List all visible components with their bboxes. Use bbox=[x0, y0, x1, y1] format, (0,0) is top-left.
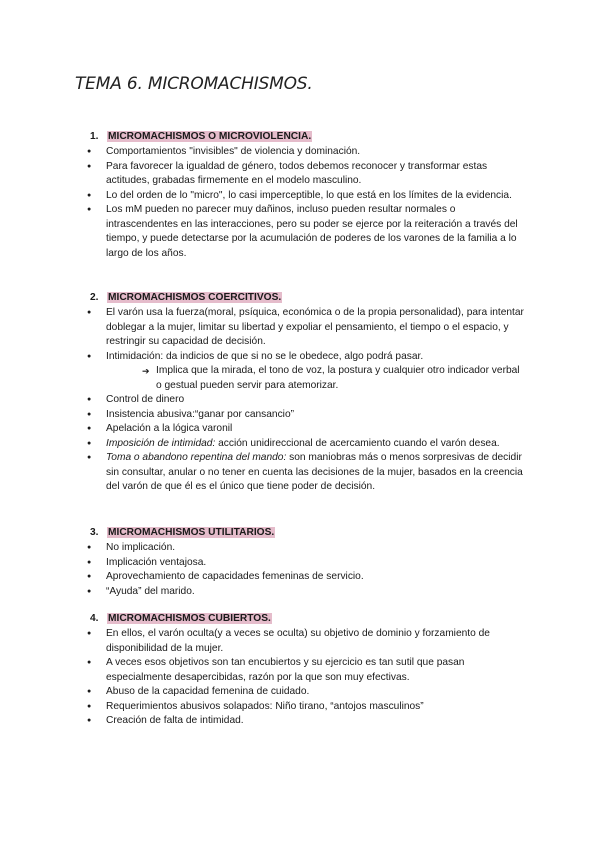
list-item: ● Requerimientos abusivos solapados: Niño tirano, “antojos masculinos” bbox=[84, 700, 524, 715]
section-number: 1. bbox=[90, 131, 99, 142]
list-item bbox=[84, 437, 524, 452]
list-item: ● Abuso de la capacidad femenina de cuidado. bbox=[84, 685, 524, 700]
section-3 bbox=[84, 526, 524, 599]
bullet-list bbox=[84, 541, 524, 599]
section-number: 3. bbox=[90, 527, 99, 538]
bullet-list bbox=[84, 306, 524, 495]
bullet-list bbox=[84, 627, 524, 729]
list-item: ● Intimidación: da indicios de que si no se le obedece, algo podrá pasar. bbox=[84, 350, 524, 365]
item-lead: Toma o abandono repentina del mando: bbox=[106, 452, 287, 463]
item-text: acción unidireccional de acercamiento cuando el varón desea. bbox=[215, 437, 500, 449]
section-title: MICROMACHISMOS COERCITIVOS. bbox=[108, 292, 282, 303]
section-number: 2. bbox=[90, 292, 99, 303]
section-number: 4. bbox=[90, 613, 99, 624]
section-2 bbox=[84, 291, 524, 495]
section-heading bbox=[90, 526, 524, 540]
section-heading bbox=[90, 612, 524, 626]
page-title: TEMA 6. MICROMACHISMOS. bbox=[75, 74, 313, 94]
list-item: ● Insistencia abusiva:“ganar por cansancio” bbox=[84, 408, 524, 423]
list-item: ● “Ayuda” del marido. bbox=[84, 585, 524, 600]
section-title: MICROMACHISMOS O MICROVIOLENCIA. bbox=[108, 131, 312, 142]
list-item: ● No implicación. bbox=[84, 541, 524, 556]
list-item: ● Comportamientos "invisibles" de violencia y dominación. bbox=[84, 145, 524, 160]
list-item: ● El varón usa la fuerza(moral, psíquica, económica o de la propia personalidad), para intentar doblegar a la mujer, limitar su libertad y expoliar el pensamiento, el tiempo o el espacio, y restringir su capacidad de decisión. bbox=[84, 306, 524, 350]
section-heading bbox=[90, 130, 524, 144]
list-item: ● En ellos, el varón oculta(y a veces se oculta) su objetivo de dominio y forzamiento de disponibilidad de la mujer. bbox=[84, 627, 524, 656]
list-item: ● Apelación a la lógica varonil bbox=[84, 422, 524, 437]
list-item: ● Lo del orden de lo "micro", lo casi imperceptible, lo que está en los límites de la evidencia. bbox=[84, 189, 524, 204]
list-item: ● Implicación ventajosa. bbox=[84, 556, 524, 571]
list-item: ● A veces esos objetivos son tan encubiertos y su ejercicio es tan sutil que pasan especialmente desapercibidas, razón por la que son muy efectivas. bbox=[84, 656, 524, 685]
item-lead: Imposición de intimidad: bbox=[106, 437, 216, 449]
item-text: son maniobras más o menos sorpresivas de decidir sin consultar, anular o no tener en cuenta las decisiones de la mujer, basados en la creencia del varón de que él es el único que tiene poder de decisión. bbox=[106, 452, 523, 492]
bullet-list bbox=[84, 145, 524, 261]
section-title: MICROMACHISMOS UTILITARIOS. bbox=[108, 527, 275, 538]
list-item: ● Control de dinero bbox=[84, 393, 524, 408]
section-title: MICROMACHISMOS CUBIERTOS. bbox=[108, 613, 271, 624]
sub-list-item: ➔ Implica que la mirada, el tono de voz, la postura y cualquier otro indicador verbal o gestual pueden servir para atemorizar. bbox=[84, 364, 524, 393]
list-item: ● Los mM pueden no parecer muy dañinos, incluso pueden resultar normales o intrascendentes en las interacciones, pero su poder se ejerce por la reiteración a través del tiempo, y puede detectarse por la acumulación de poderes de los varones de la familia a lo largo de los años. bbox=[84, 203, 524, 261]
list-item: ● Para favorecer la igualdad de género, todos debemos reconocer y transformar estas actitudes, grabadas firmemente en el modelo masculino. bbox=[84, 160, 524, 189]
section-1 bbox=[84, 130, 524, 261]
list-item: ● Aprovechamiento de capacidades femeninas de servicio. bbox=[84, 570, 524, 585]
list-item: ● Creación de falta de intimidad. bbox=[84, 714, 524, 729]
list-item bbox=[84, 451, 524, 495]
section-heading bbox=[90, 291, 524, 305]
section-4 bbox=[84, 612, 524, 729]
